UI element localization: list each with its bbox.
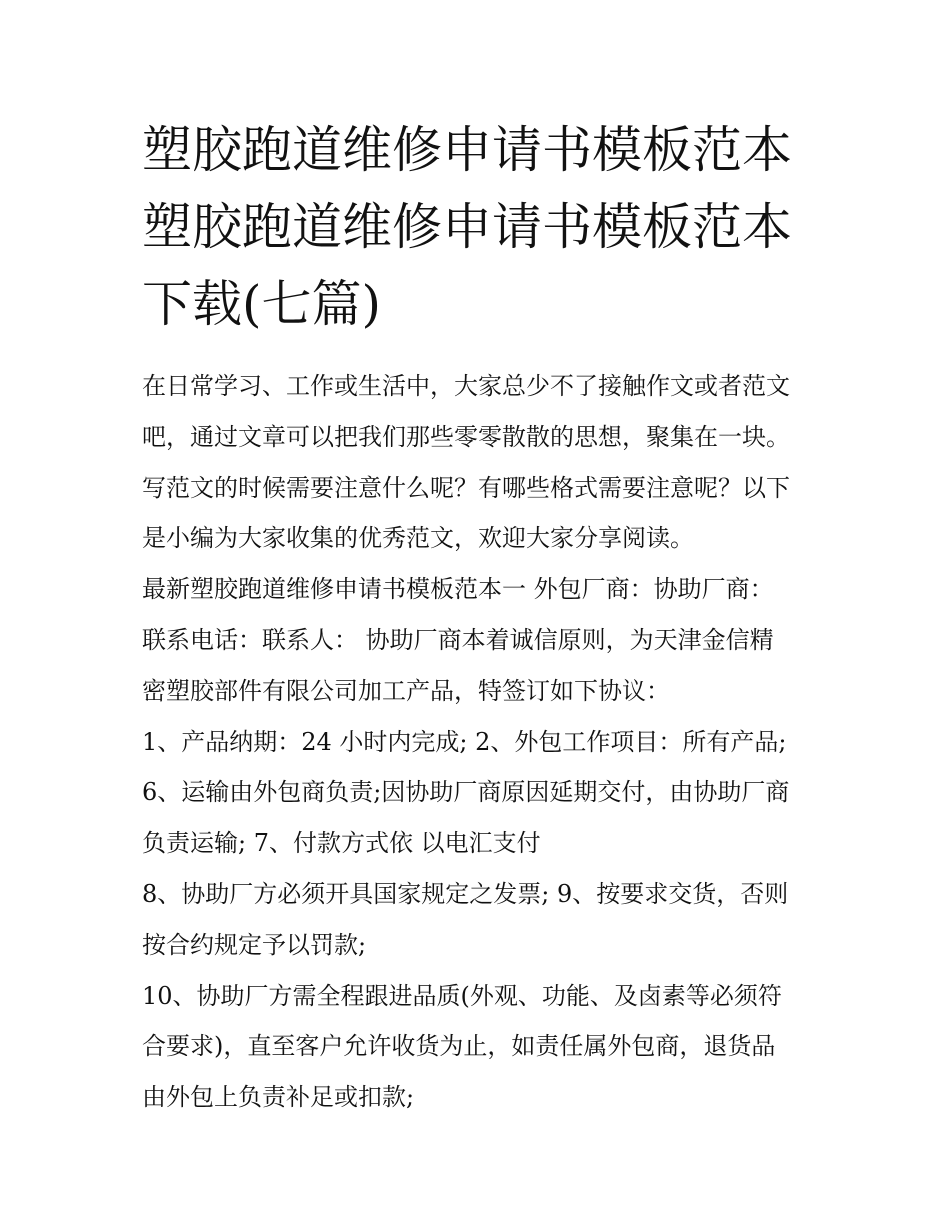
text-line: 由外包上负责补足或扣款; — [142, 1083, 415, 1112]
paragraph-intro — [142, 361, 822, 564]
document-page — [142, 112, 822, 1123]
text-line: 写范文的时候需要注意什么呢？有哪些格式需要注意呢？以下 — [142, 473, 790, 502]
paragraph-terms-1 — [142, 717, 822, 869]
paragraph-terms-3 — [142, 971, 822, 1123]
document-title — [142, 112, 822, 343]
text-line: 10、协助厂方需全程跟进品质(外观、功能、及卤素等必须符 — [142, 981, 782, 1010]
text-line: 8、协助厂方必须开具国家规定之发票; 9、按要求交货，否则 — [142, 879, 789, 908]
text-line: 联系电话：联系人： 协助厂商本着诚信原则，为天津金信精 — [142, 625, 774, 654]
text-line: 1、产品纳期：24 小时内完成; 2、外包工作项目：所有产品; — [142, 727, 787, 756]
title-line: 下载(七篇) — [142, 275, 382, 333]
text-line: 吧，通过文章可以把我们那些零零散散的思想，聚集在一块。 — [142, 422, 790, 451]
text-line: 按合约规定予以罚款; — [142, 930, 367, 959]
title-line: 塑胶跑道维修申请书模板范本 — [142, 198, 792, 256]
text-line: 6、运输由外包商负责;因协助厂商原因延期交付，由协助厂商 — [142, 778, 790, 807]
title-line: 塑胶跑道维修申请书模板范本 — [142, 121, 792, 179]
text-line: 负责运输; 7、付款方式依 以电汇支付 — [142, 829, 541, 858]
text-line: 合要求)，直至客户允许收货为止，如责任属外包商，退货品 — [142, 1032, 776, 1061]
document-body — [142, 361, 822, 1123]
text-line: 密塑胶部件有限公司加工产品，特签订如下协议： — [142, 676, 670, 705]
text-line: 最新塑胶跑道维修申请书模板范本一 外包厂商：协助厂商： — [142, 575, 774, 604]
paragraph-agreement-intro — [142, 564, 822, 716]
paragraph-terms-2 — [142, 869, 822, 971]
text-line: 是小编为大家收集的优秀范文，欢迎大家分享阅读。 — [142, 524, 694, 553]
text-line: 在日常学习、工作或生活中，大家总少不了接触作文或者范文 — [142, 372, 790, 400]
